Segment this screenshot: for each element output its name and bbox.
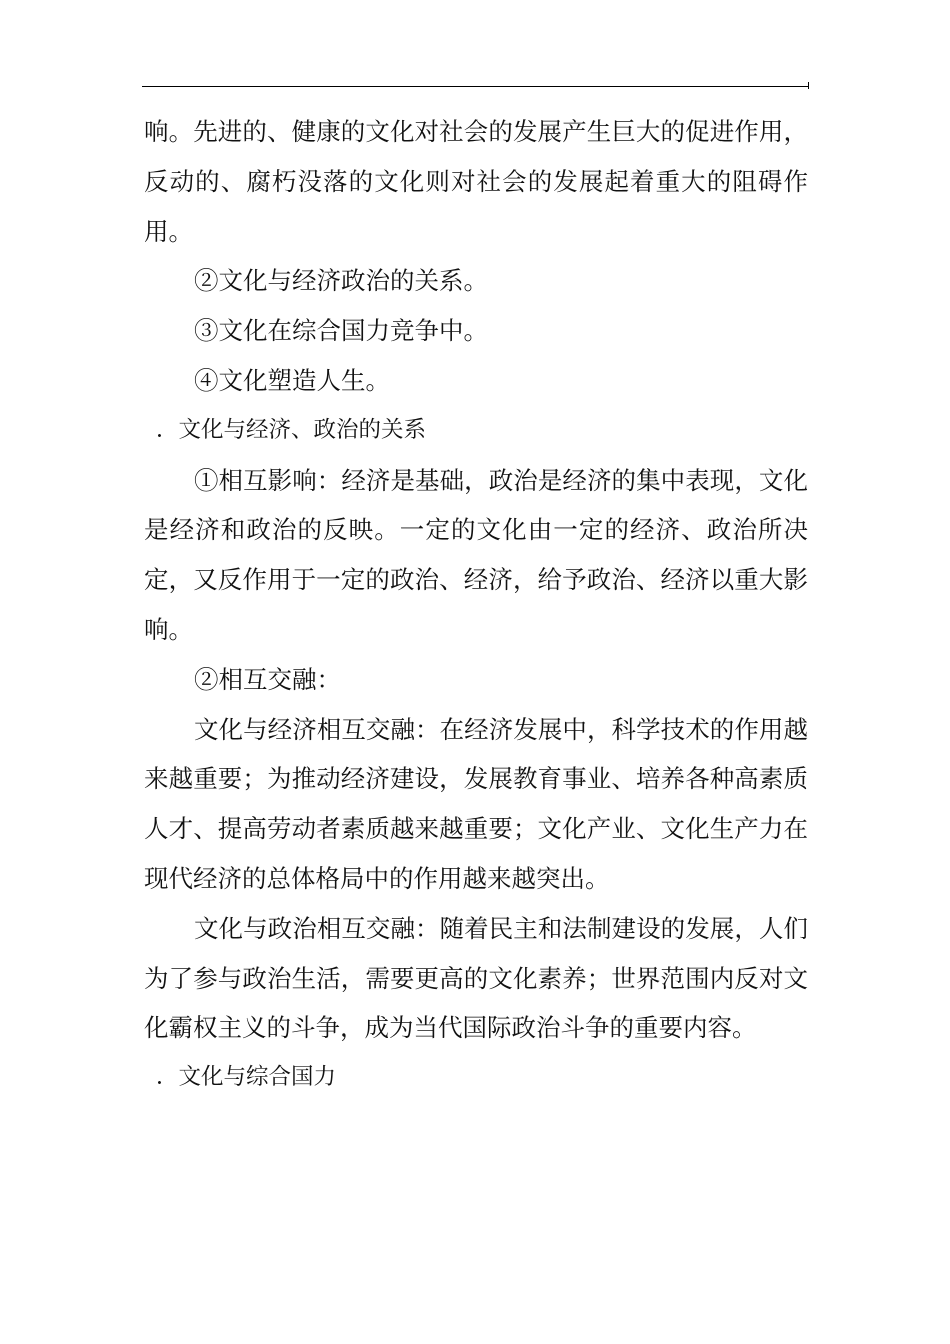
section-heading-national-strength: ．文化与综合国力 <box>156 1064 337 1091</box>
list-item-culture-economy-politics: ②文化与经济政治的关系。 <box>194 266 488 296</box>
paragraph-culture-politics-fusion: 文化与政治相互交融：随着民主和法制建设的发展，人们为了参与政治生活，需要更高的文化素养；世界范围内反对文化霸权主义的斗争，成为当代国际政治斗争的重要内容。 <box>144 913 808 1043</box>
paragraph-mutual-influence: ①相互影响：经济是基础，政治是经济的集中表现，文化是经济和政治的反映。一定的文化由一定的经济、政治所决定，又反作用于一定的政治、经济，给予政治、经济以重大影响。 <box>144 465 808 644</box>
section-heading-relation: ．文化与经济、政治的关系 <box>156 416 427 443</box>
list-item-culture-shapes-life: ④文化塑造人生。 <box>194 365 390 395</box>
list-item-culture-national-strength: ③文化在综合国力竞争中。 <box>194 316 488 346</box>
document-body <box>144 107 808 1103</box>
paragraph-culture-economy-fusion: 文化与经济相互交融：在经济发展中，科学技术的作用越来越重要；为推动经济建设，发展教育事业、培养各种高素质人才、提高劳动者素质越来越重要；文化产业、文化生产力在现代经济的总体格局中的作用越来越突出。 <box>144 714 808 893</box>
header-rule <box>142 86 808 87</box>
header-rule-end-mark <box>808 82 809 89</box>
paragraph-mutual-fusion-label: ②相互交融： <box>194 664 341 694</box>
paragraph-continuation: 响。先进的、健康的文化对社会的发展产生巨大的促进作用，反动的、腐朽没落的文化则对社会的发展起着重大的阻碍作用。 <box>144 117 808 246</box>
